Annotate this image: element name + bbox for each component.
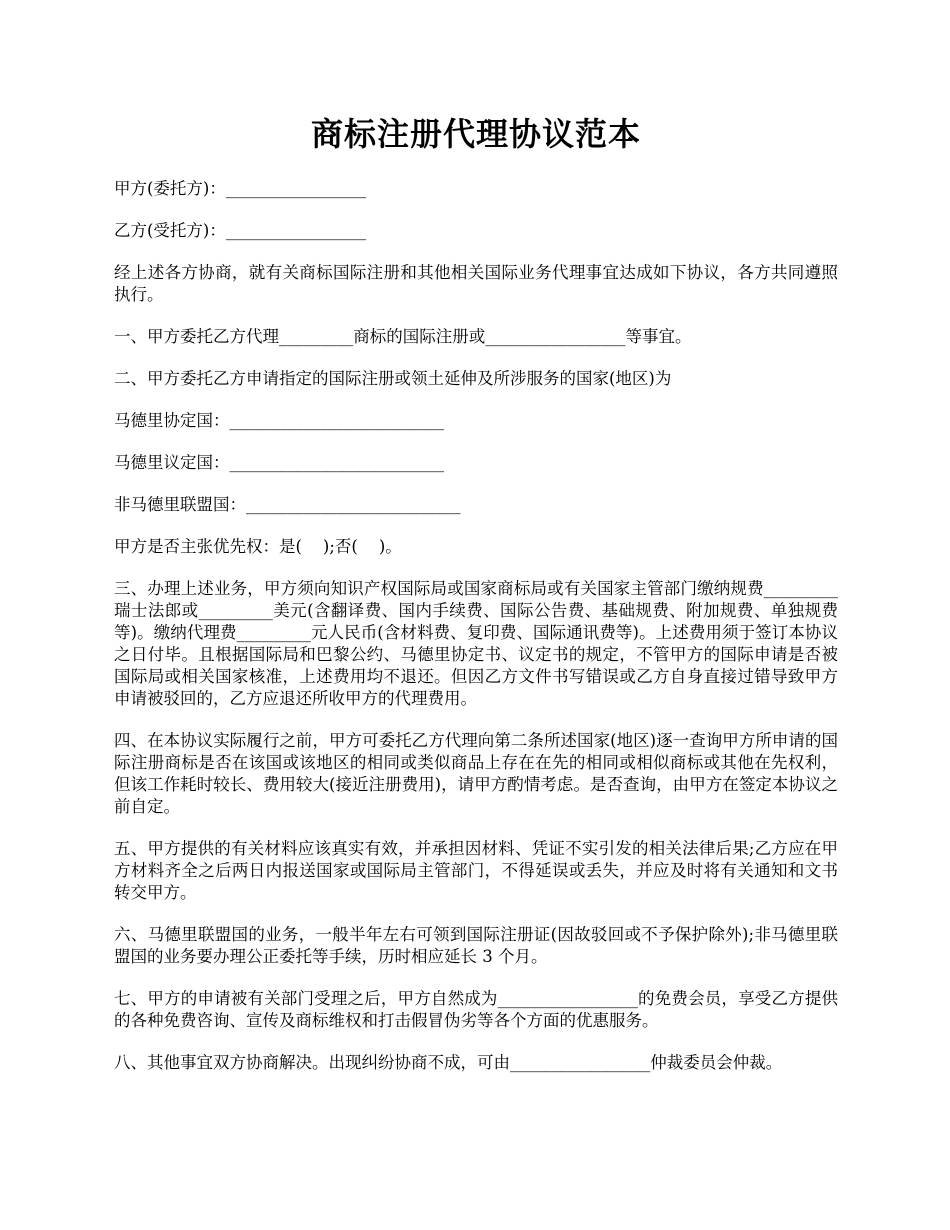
clause-5: 五、甲方提供的有关材料应该真实有效，并承担因材料、凭证不实引发的相关法律后果;乙方应在甲方材料齐全之后两日内报送国家或国际局主管部门，不得延误或丢失，并应及时将有关通知和文书转交甲方。: [114, 839, 838, 902]
madrid-agreement-line: 马德里协定国：__________________________: [114, 411, 444, 430]
madrid-protocol-line: 马德里议定国：__________________________: [114, 453, 444, 472]
preamble-paragraph: 经上述各方协商，就有关商标国际注册和其他相关国际业务代理事宜达成如下协议，各方共同遵照执行。: [114, 263, 838, 304]
party-a-line: 甲方(委托方)：_________________: [114, 179, 367, 198]
priority-claim-line: 甲方是否主张优先权：是( );否( )。: [114, 537, 402, 556]
clause-7: 七、甲方的申请被有关部门受理之后，甲方自然成为_________________的免费会员，享受乙方提供的各种免费咨询、宣传及商标维权和打击假冒伪劣等各个方面的优惠服务。: [114, 989, 838, 1030]
party-b-line: 乙方(受托方)：_________________: [114, 221, 367, 240]
clause-3: 三、办理上述业务，甲方须向知识产权国际局或国家商标局或有关国家主管部门缴纳规费_________瑞士法郎或_________美元(含翻译费、国内手续费、国际公告费、基础规费、附加规费、单独规费等)。缴纳代理费_________元人民币(含材料费、复印费、国际通讯费等)。上述费用须于签订本协议之日付毕。且根据国际局和巴黎公约、马德里协定书、议定书的规定，不管甲方的国际申请是否被国际局或相关国家核准，上述费用均不退还。但因乙方文件书写错误或乙方自身直接过错导致甲方申请被驳回的，乙方应退还所收甲方的代理费用。: [114, 579, 838, 708]
clause-2: 二、甲方委托乙方申请指定的国际注册或领土延伸及所涉服务的国家(地区)为: [114, 369, 672, 388]
non-madrid-line: 非马德里联盟国：__________________________: [114, 495, 461, 514]
clause-8: 八、其他事宜双方协商解决。出现纠纷协商不成，可由_________________仲裁委员会仲裁。: [114, 1053, 783, 1072]
document-title: 商标注册代理协议范本: [310, 115, 641, 153]
clause-6: 六、马德里联盟国的业务，一般半年左右可领到国际注册证(因故驳回或不予保护除外);非马德里联盟国的业务要办理公正委托等手续，历时相应延长 3 个月。: [114, 925, 838, 966]
clause-1: 一、甲方委托乙方代理_________商标的国际注册或_________________等事宜。: [114, 327, 692, 346]
clause-4: 四、在本协议实际履行之前，甲方可委托乙方代理向第二条所述国家(地区)逐一查询甲方所申请的国际注册商标是否在该国或该地区的相同或类似商品上存在在先的相同或相似商标或其他在先权利，但该工作耗时较长、费用较大(接近注册费用)，请甲方酌情考虑。是否查询，由甲方在签定本协议之前自定。: [114, 731, 838, 816]
